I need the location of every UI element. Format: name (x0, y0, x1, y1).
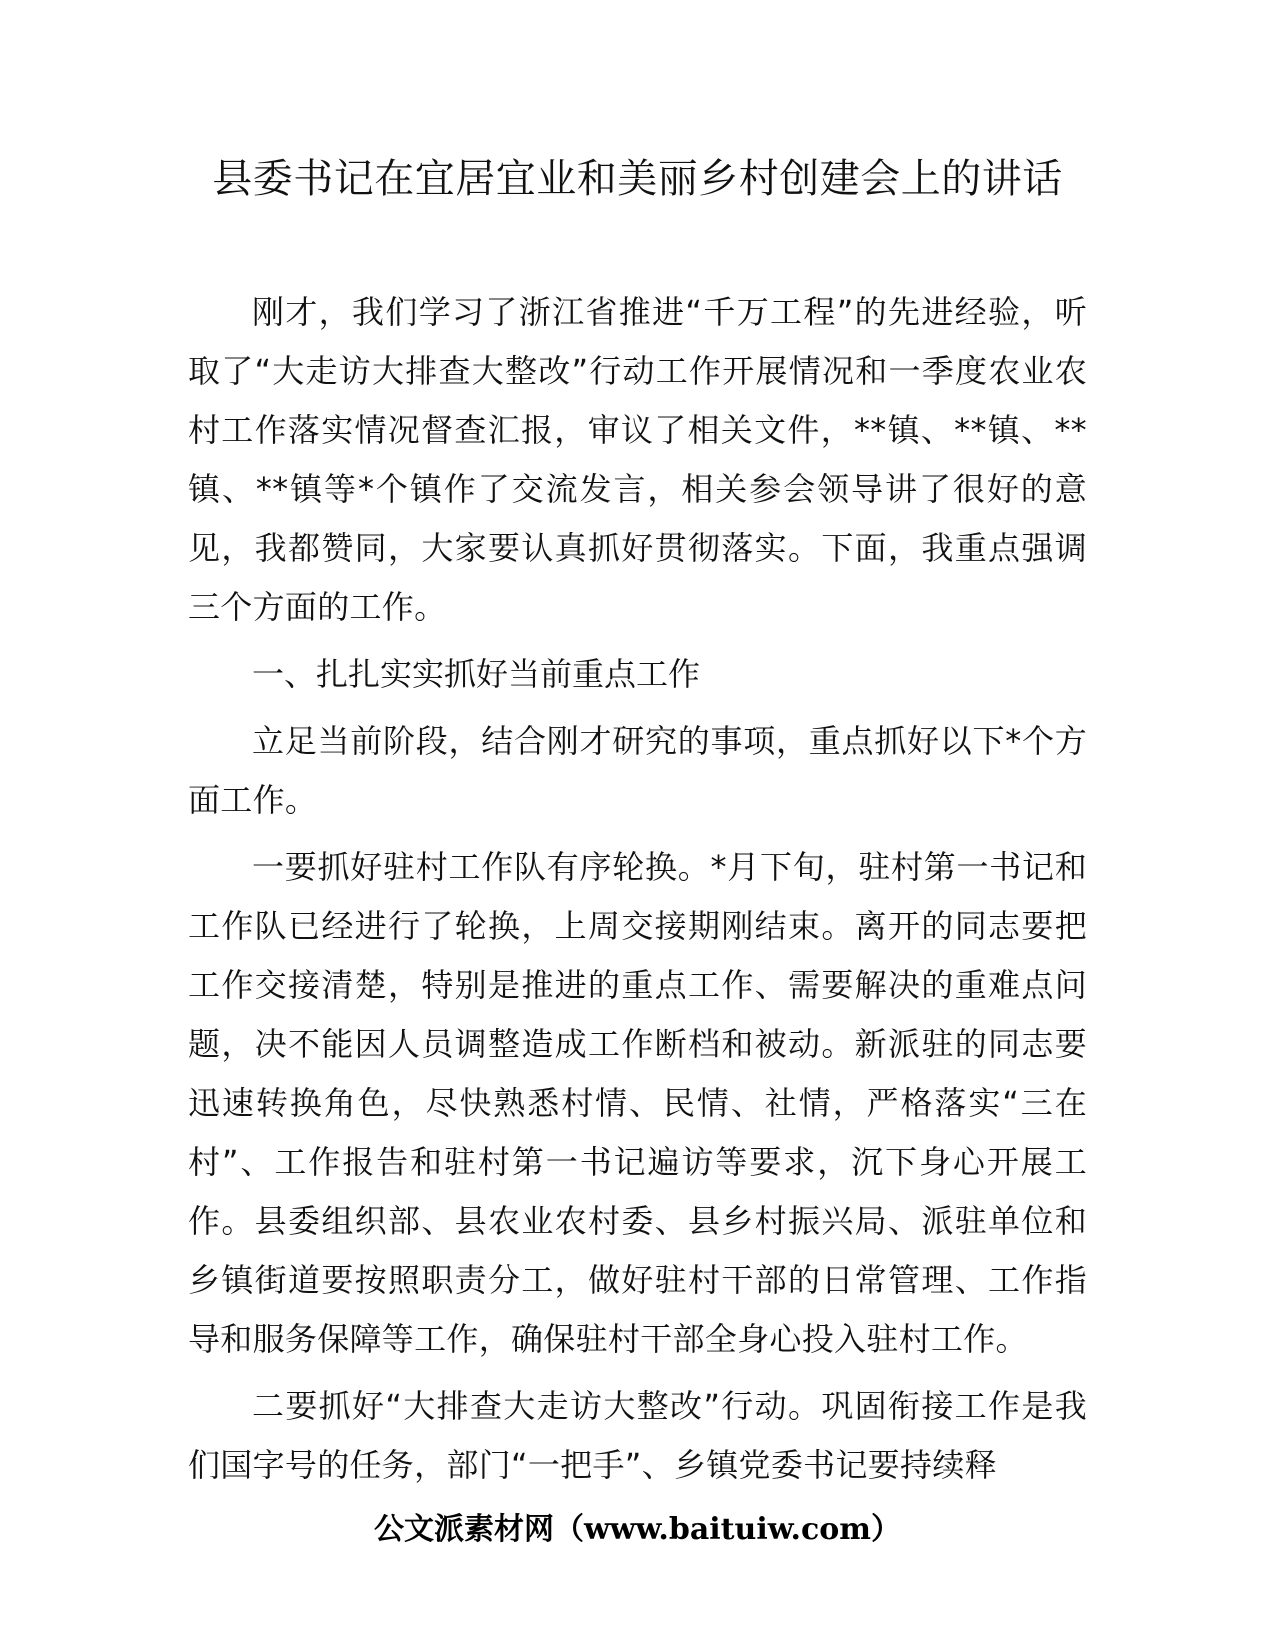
paragraph-point-2: 二要抓好“大排查大走访大整改”行动。巩固衔接工作是我们国字号的任务，部门“一把手”、乡镇党委书记要持续释 (188, 1387, 1087, 1484)
paragraph-point-1: 一要抓好驻村工作队有序轮换。*月下旬，驻村第一书记和工作队已经进行了轮换，上周交接期刚结束。离开的同志要把工作交接清楚，特别是推进的重点工作、需要解决的重难点问题，决不能因人员调整造成工作断档和被动。新派驻的同志要迅速转换角色，尽快熟悉村情、民情、社情，严格落实“三在村”、工作报告和驻村第一书记遍访等要求，沉下身心开展工作。县委组织部、县农业农村委、县乡村振兴局、派驻单位和乡镇街道要按照职责分工，做好驻村干部的日常管理、工作指导和服务保障等工作，确保驻村干部全身心投入驻村工作。 (188, 848, 1087, 1358)
document-body (188, 283, 1087, 1503)
footer-watermark: 公文派素材网（www.baituiw.com） (373, 1512, 902, 1547)
paragraph-section-intro: 立足当前阶段，结合刚才研究的事项，重点抓好以下*个方面工作。 (188, 722, 1087, 819)
document-title: 县委书记在宜居宜业和美丽乡村创建会上的讲话 (212, 156, 1063, 202)
paragraph-intro: 刚才，我们学习了浙江省推进“千万工程”的先进经验，听取了“大走访大排查大整改”行动工作开展情况和一季度农业农村工作落实情况督查汇报，审议了相关文件，**镇、**镇、**镇、**镇等*个镇作了交流发言，相关参会领导讲了很好的意见，我都赞同，大家要认真抓好贯彻落实。下面，我重点强调三个方面的工作。 (188, 293, 1087, 626)
section-heading-1: 一、扎扎实实抓好当前重点工作 (252, 655, 701, 693)
